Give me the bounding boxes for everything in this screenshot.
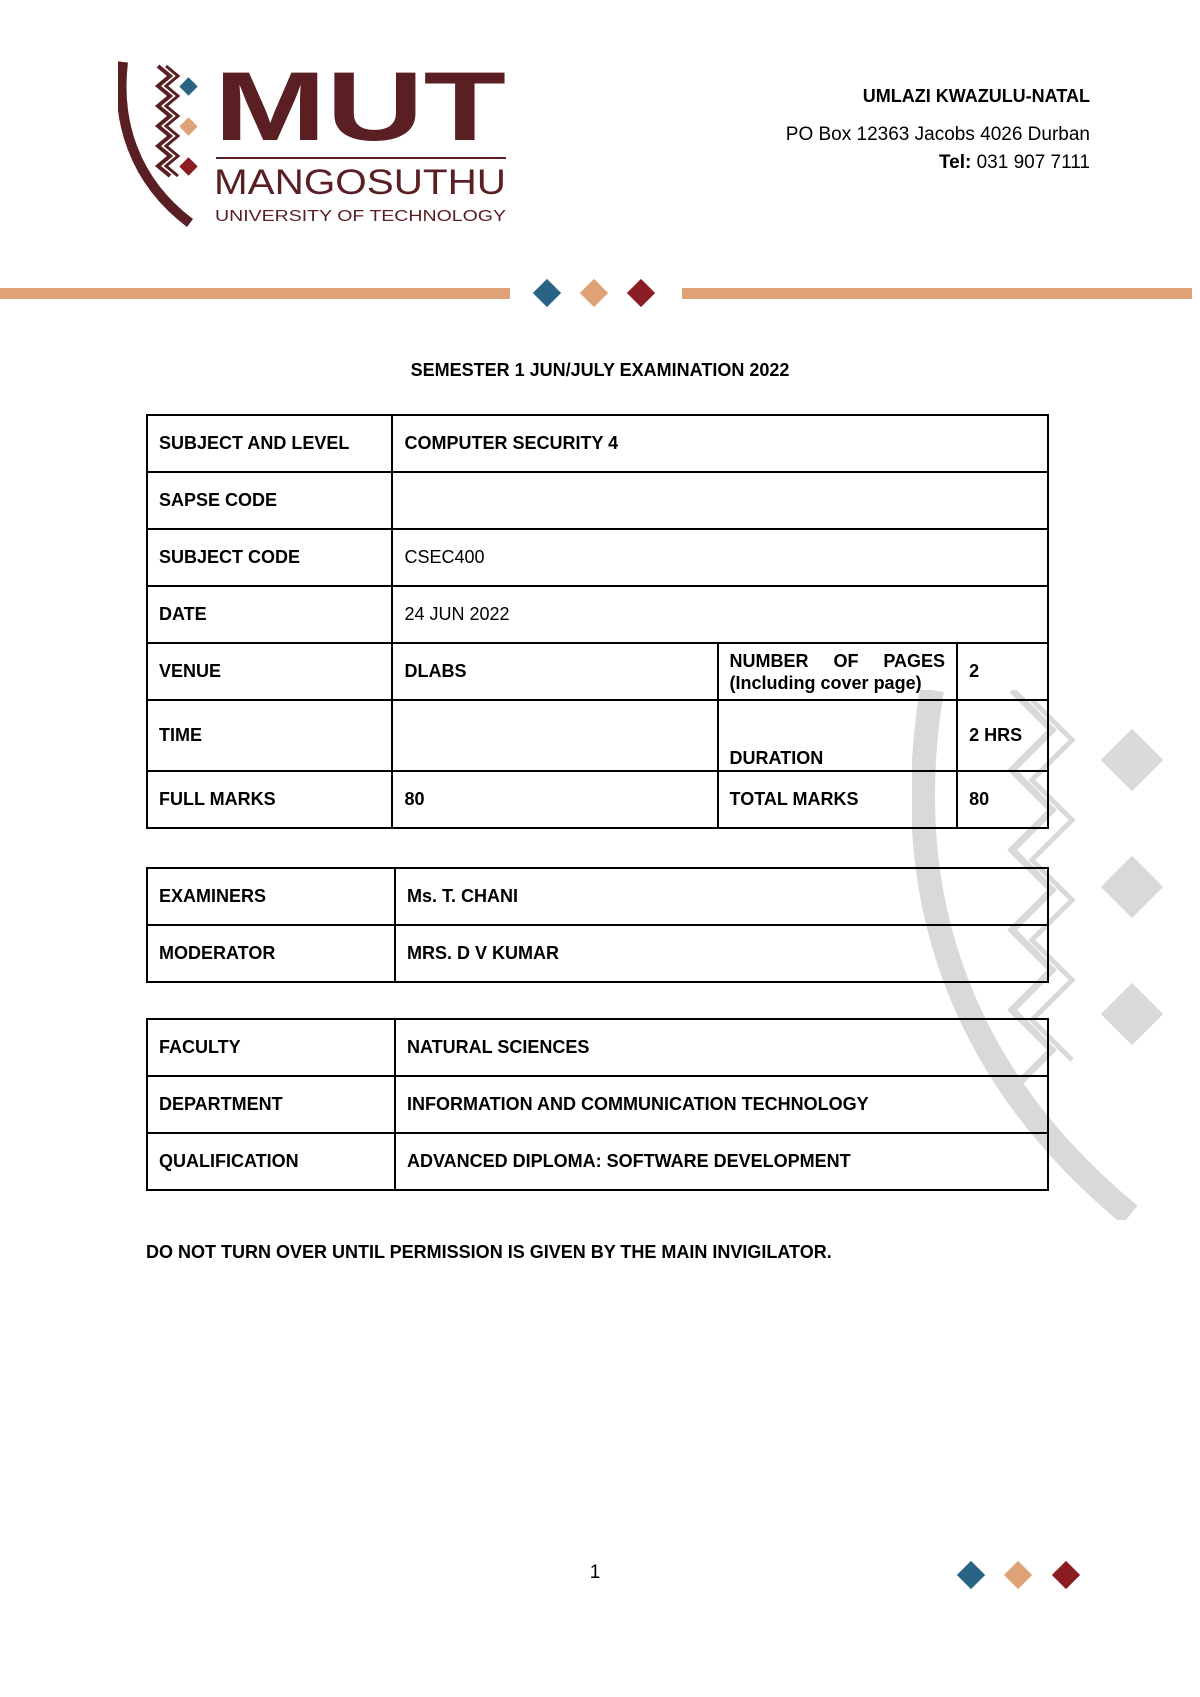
table-row xyxy=(147,771,1048,828)
duration-label: DURATION xyxy=(718,700,958,771)
address-po-box: PO Box 12363 Jacobs 4026 Durban xyxy=(785,124,1090,145)
sapse-code-value xyxy=(392,472,1048,529)
table-row xyxy=(147,1019,1048,1076)
pages-sublabel: (Including cover page) xyxy=(729,673,922,693)
table-row xyxy=(147,868,1048,925)
divider-bar-left xyxy=(0,288,510,299)
examiners-value: Ms. T. CHANI xyxy=(395,868,1048,925)
mut-logo xyxy=(118,60,518,230)
sapse-code-label: SAPSE CODE xyxy=(147,472,392,529)
table-row xyxy=(147,643,1048,700)
logo-wordmark: MUT xyxy=(214,60,506,161)
examiners-table xyxy=(146,867,1049,983)
total-marks-value: 80 xyxy=(957,771,1048,828)
date-value: 24 JUN 2022 xyxy=(392,586,1048,643)
tel-value: 031 907 7111 xyxy=(976,152,1090,173)
subject-code-label: SUBJECT CODE xyxy=(147,529,392,586)
time-value xyxy=(392,700,717,771)
date-label: DATE xyxy=(147,586,392,643)
address-title: UMLAZI KWAZULU-NATAL xyxy=(862,86,1090,106)
faculty-label: FACULTY xyxy=(147,1019,395,1076)
examiners-label: EXAMINERS xyxy=(147,868,395,925)
logo-tagline: UNIVERSITY OF TECHNOLOGY xyxy=(215,208,507,225)
department-value: INFORMATION AND COMMUNICATION TECHNOLOGY xyxy=(395,1076,1048,1133)
qualification-label: QUALIFICATION xyxy=(147,1133,395,1190)
exam-heading: SEMESTER 1 JUN/JULY EXAMINATION 2022 xyxy=(410,360,790,380)
department-label: DEPARTMENT xyxy=(147,1076,395,1133)
divider-bar-right xyxy=(682,288,1192,299)
table-row xyxy=(147,586,1048,643)
table-row xyxy=(147,415,1048,472)
table-row xyxy=(147,925,1048,982)
qualification-value: ADVANCED DIPLOMA: SOFTWARE DEVELOPMENT xyxy=(395,1133,1048,1190)
blue-diamond-icon xyxy=(533,279,561,307)
subject-level-label: SUBJECT AND LEVEL xyxy=(147,415,392,472)
tel-label: Tel: xyxy=(938,152,972,173)
red-diamond-icon xyxy=(627,279,655,307)
time-label: TIME xyxy=(147,700,392,771)
table-row xyxy=(147,1133,1048,1190)
venue-value: DLABS xyxy=(392,643,717,700)
venue-label: VENUE xyxy=(147,643,392,700)
faculty-table xyxy=(146,1018,1049,1191)
full-marks-value: 80 xyxy=(392,771,717,828)
exam-details-table xyxy=(146,414,1049,829)
moderator-label: MODERATOR xyxy=(147,925,395,982)
moderator-value: MRS. D V KUMAR xyxy=(395,925,1048,982)
pages-value: 2 xyxy=(957,643,1048,700)
pages-label: NUMBER OF PAGES xyxy=(729,651,946,671)
duration-value: 2 HRS xyxy=(957,700,1048,771)
full-marks-label: FULL MARKS xyxy=(147,771,392,828)
total-marks-label: TOTAL MARKS xyxy=(718,771,958,828)
logo-name: MANGOSUTHU xyxy=(214,163,506,202)
tan-diamond-icon xyxy=(580,279,608,307)
table-row xyxy=(147,700,1048,771)
pages-label-cell xyxy=(718,643,958,700)
page-number: 1 xyxy=(589,1562,601,1583)
address-telephone xyxy=(939,152,1090,174)
invigilator-notice: DO NOT TURN OVER UNTIL PERMISSION IS GIVEN BY THE MAIN INVIGILATOR. xyxy=(146,1242,832,1262)
faculty-value: NATURAL SCIENCES xyxy=(395,1019,1048,1076)
table-row xyxy=(147,472,1048,529)
table-row xyxy=(147,529,1048,586)
subject-level-value: COMPUTER SECURITY 4 xyxy=(392,415,1048,472)
table-row xyxy=(147,1076,1048,1133)
subject-code-value: CSEC400 xyxy=(392,529,1048,586)
